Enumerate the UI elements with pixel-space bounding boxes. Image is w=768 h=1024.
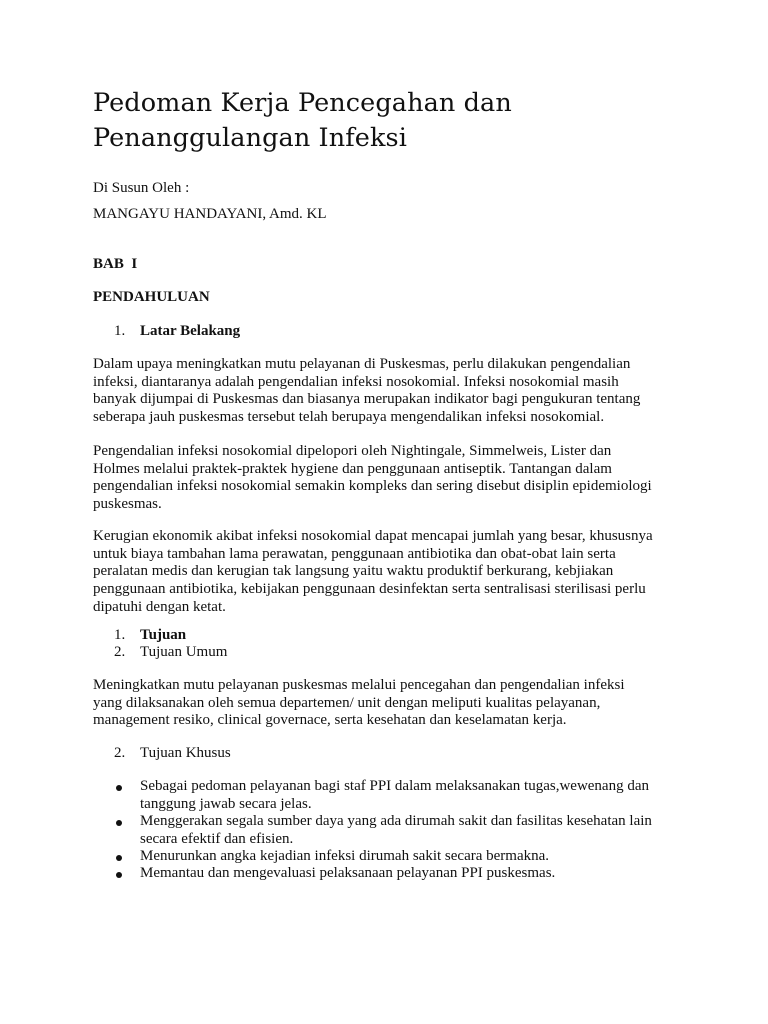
paragraph-line: banyak dijumpai di Puskesmas dan biasanya merupakan indikator bagi pengukuran tentang bbox=[93, 391, 641, 408]
paragraph-line: penggunaan antibiotika, kebijakan penggunaan desinfektan serta sentralisasi sterilisasi perlu bbox=[93, 581, 646, 598]
list-item-tujuan-umum: Tujuan Umum bbox=[140, 644, 228, 660]
paragraph-line: untuk biaya tambahan lama perawatan, penggunaan antibiotika dan obat-obat lain serta bbox=[93, 545, 616, 562]
author-name: MANGAYU HANDAYANI, Amd. KL bbox=[93, 206, 327, 222]
paragraph-line: management resiko, clinical governace, serta kesehatan dan keselamatan kerja. bbox=[93, 712, 567, 729]
section-heading: Latar Belakang bbox=[140, 323, 241, 339]
bullet-line: secara efektif dan efisien. bbox=[140, 830, 294, 847]
chapter-title: PENDAHULUAN bbox=[93, 289, 210, 305]
paragraph-line: pengendalian infeksi nosokomial semakin kompleks dan sering disebut disiplin epidemiologi bbox=[93, 478, 652, 495]
list-item-number: 1. bbox=[114, 627, 126, 643]
paragraph-line: Pengendalian infeksi nosokomial dipelopori oleh Nightingale, Simmelweis, Lister dan bbox=[93, 443, 612, 459]
paragraph-line: Meningkatkan mutu pelayanan puskesmas melalui pencegahan dan pengendalian infeksi bbox=[93, 677, 625, 693]
paragraph-latar-belakang-1 bbox=[93, 356, 640, 427]
bullet-line: Memantau dan mengevaluasi pelaksanaan pelayanan PPI puskesmas. bbox=[140, 865, 556, 881]
paragraph-line: dipatuhi dengan ketat. bbox=[93, 598, 226, 615]
bullet-item bbox=[140, 778, 649, 813]
list-item-tujuan-khusus: Tujuan Khusus bbox=[140, 745, 231, 761]
paragraph-line: puskesmas. bbox=[93, 496, 162, 513]
bullet-icon bbox=[116, 872, 122, 878]
list-item-number: 2. bbox=[114, 745, 126, 761]
paragraph-line: seberapa jauh puskesmas tersebut telah berupaya mengendalikan infeksi nosokomial. bbox=[93, 409, 605, 426]
bullet-item bbox=[140, 813, 652, 848]
bullet-line: tanggung jawab secara jelas. bbox=[140, 795, 312, 812]
list-item-number: 2. bbox=[114, 644, 126, 660]
bullet-item bbox=[140, 865, 555, 883]
bullet-icon bbox=[116, 855, 122, 861]
paragraph-tujuan-umum bbox=[93, 677, 625, 730]
paragraph-line: yang dilaksanakan oleh semua departemen/ unit dengan meliputi kualitas pelayanan, bbox=[93, 694, 601, 711]
title-line: Penanggulangan Infeksi bbox=[93, 123, 407, 153]
paragraph-line: peralatan medis dan kerugian tak langsung yaitu waktu produktif berkurang, kebjiakan bbox=[93, 563, 614, 580]
bullet-line: Menurunkan angka kejadian infeksi dirumah sakit secara bermakna. bbox=[140, 848, 550, 864]
paragraph-line: infeksi, diantaranya adalah pengendalian infeksi nosokomial. Infeksi nosokomial masih bbox=[93, 373, 619, 390]
list-item-tujuan: Tujuan bbox=[140, 627, 187, 643]
bullet-icon bbox=[116, 785, 122, 791]
section-number: 1. bbox=[114, 323, 126, 339]
paragraph-line: Holmes melalui praktek-praktek hygiene dan penggunaan antiseptik. Tantangan dalam bbox=[93, 460, 612, 477]
bullet-icon bbox=[116, 820, 122, 826]
document-title bbox=[93, 86, 693, 156]
paragraph-latar-belakang-2 bbox=[93, 443, 652, 514]
paragraph-latar-belakang-3 bbox=[93, 528, 653, 617]
bullet-line: Menggerakan segala sumber daya yang ada dirumah sakit dan fasilitas kesehatan lain bbox=[140, 813, 652, 829]
paragraph-line: Dalam upaya meningkatkan mutu pelayanan di Puskesmas, perlu dilakukan pengendalian bbox=[93, 356, 631, 372]
title-line: Pedoman Kerja Pencegahan dan bbox=[93, 88, 512, 118]
bullet-item bbox=[140, 848, 549, 866]
byline-label: Di Susun Oleh : bbox=[93, 180, 190, 196]
chapter-label: BAB I bbox=[93, 256, 138, 272]
bullet-line: Sebagai pedoman pelayanan bagi staf PPI dalam melaksanakan tugas,wewenang dan bbox=[140, 778, 649, 794]
paragraph-line: Kerugian ekonomik akibat infeksi nosokomial dapat mencapai jumlah yang besar, khususnya bbox=[93, 528, 653, 544]
